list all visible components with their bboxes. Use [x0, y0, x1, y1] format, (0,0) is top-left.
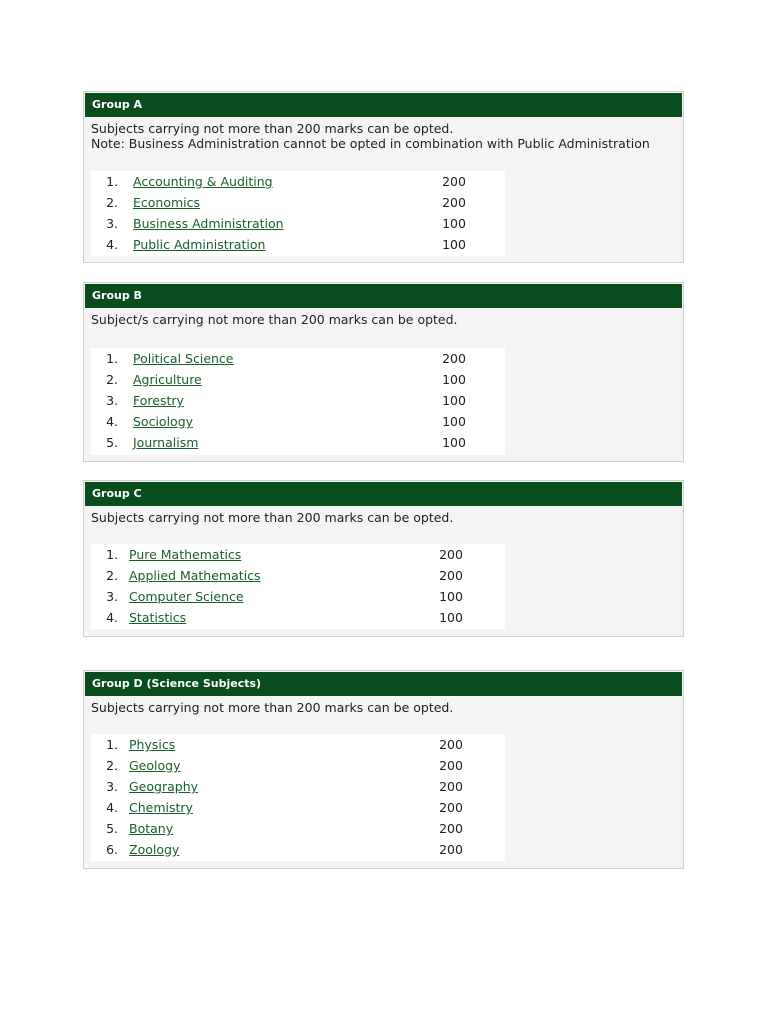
- group-note-line: Subjects carrying not more than 200 marks can be opted.: [91, 121, 454, 136]
- group-note-line: Subject/s carrying not more than 200 marks can be opted.: [91, 312, 458, 327]
- subject-link[interactable]: Applied Mathematics: [129, 568, 261, 583]
- subject-marks: 100: [439, 589, 463, 604]
- row-number: 2.: [106, 758, 118, 773]
- group-note: [84, 506, 683, 525]
- table-row: [91, 192, 505, 213]
- subject-link[interactable]: Physics: [129, 737, 176, 752]
- subject-link[interactable]: Business Administration: [133, 216, 284, 231]
- subject-link[interactable]: Pure Mathematics: [129, 547, 242, 562]
- row-number: 4.: [106, 237, 118, 252]
- subject-marks: 100: [442, 372, 466, 387]
- subject-link[interactable]: Geography: [129, 779, 199, 794]
- row-number: 2.: [106, 195, 118, 210]
- row-number: 5.: [106, 435, 118, 450]
- subject-marks: 200: [439, 737, 463, 752]
- subject-marks: 100: [442, 414, 466, 429]
- subject-table: [91, 544, 505, 629]
- group-c-panel: [83, 480, 684, 637]
- subject-link[interactable]: Statistics: [129, 610, 187, 625]
- group-note: [84, 308, 683, 327]
- subject-marks: 200: [439, 568, 463, 583]
- subject-marks: 200: [442, 174, 466, 189]
- table-row: [91, 776, 505, 797]
- table-row: [91, 607, 505, 628]
- group-note-line: Note: Business Administration cannot be opted in combination with Public Administration: [91, 136, 650, 151]
- group-title: Group D (Science Subjects): [85, 672, 682, 696]
- subject-link[interactable]: Computer Science: [129, 589, 244, 604]
- subject-marks: 100: [442, 435, 466, 450]
- table-row: [91, 565, 505, 586]
- group-title: Group B: [85, 284, 682, 308]
- table-row: [91, 586, 505, 607]
- subject-link[interactable]: Political Science: [133, 351, 234, 366]
- row-number: 1.: [106, 174, 118, 189]
- group-title: Group C: [85, 482, 682, 506]
- row-number: 2.: [106, 568, 118, 583]
- subject-link[interactable]: Geology: [129, 758, 181, 773]
- row-number: 3.: [106, 779, 118, 794]
- subject-marks: 100: [439, 610, 463, 625]
- subject-marks: 100: [442, 216, 466, 231]
- subject-link[interactable]: Chemistry: [129, 800, 193, 815]
- group-b-panel: [83, 282, 684, 462]
- table-row: [91, 432, 505, 453]
- subject-link[interactable]: Public Administration: [133, 237, 266, 252]
- row-number: 4.: [106, 610, 118, 625]
- subject-marks: 100: [442, 237, 466, 252]
- subject-link[interactable]: Sociology: [133, 414, 194, 429]
- table-row: [91, 755, 505, 776]
- subject-marks: 200: [442, 195, 466, 210]
- group-note-line: Subjects carrying not more than 200 marks can be opted.: [91, 510, 454, 525]
- row-number: 6.: [106, 842, 118, 857]
- subject-marks: 200: [439, 821, 463, 836]
- subject-link[interactable]: Zoology: [129, 842, 180, 857]
- subject-marks: 200: [439, 758, 463, 773]
- table-row: [91, 390, 505, 411]
- subject-table: [91, 171, 505, 256]
- group-note: [84, 696, 683, 715]
- table-row: [91, 818, 505, 839]
- table-row: [91, 839, 505, 860]
- table-row: [91, 411, 505, 432]
- table-row: [91, 213, 505, 234]
- subject-marks: 200: [439, 779, 463, 794]
- row-number: 1.: [106, 351, 118, 366]
- subject-marks: 200: [439, 842, 463, 857]
- subject-link[interactable]: Journalism: [133, 435, 199, 450]
- table-row: [91, 348, 505, 369]
- row-number: 3.: [106, 393, 118, 408]
- subject-table: [91, 734, 505, 861]
- subject-marks: 200: [439, 547, 463, 562]
- group-note-line: Subjects carrying not more than 200 marks can be opted.: [91, 700, 454, 715]
- row-number: 4.: [106, 414, 118, 429]
- row-number: 1.: [106, 737, 118, 752]
- table-row: [91, 797, 505, 818]
- subject-link[interactable]: Botany: [129, 821, 174, 836]
- table-row: [91, 369, 505, 390]
- table-row: [91, 544, 505, 565]
- table-row: [91, 734, 505, 755]
- subject-marks: 100: [442, 393, 466, 408]
- table-row: [91, 234, 505, 255]
- subject-link[interactable]: Economics: [133, 195, 201, 210]
- row-number: 4.: [106, 800, 118, 815]
- subject-link[interactable]: Agriculture: [133, 372, 202, 387]
- subject-marks: 200: [439, 800, 463, 815]
- row-number: 3.: [106, 216, 118, 231]
- group-d-panel: [83, 670, 684, 869]
- row-number: 3.: [106, 589, 118, 604]
- row-number: 1.: [106, 547, 118, 562]
- group-title: Group A: [85, 93, 682, 117]
- subject-link[interactable]: Accounting & Auditing: [133, 174, 273, 189]
- row-number: 5.: [106, 821, 118, 836]
- group-a-panel: [83, 91, 684, 263]
- row-number: 2.: [106, 372, 118, 387]
- group-note: [84, 117, 683, 151]
- subject-table: [91, 348, 505, 455]
- subject-link[interactable]: Forestry: [133, 393, 184, 408]
- table-row: [91, 171, 505, 192]
- subject-marks: 200: [442, 351, 466, 366]
